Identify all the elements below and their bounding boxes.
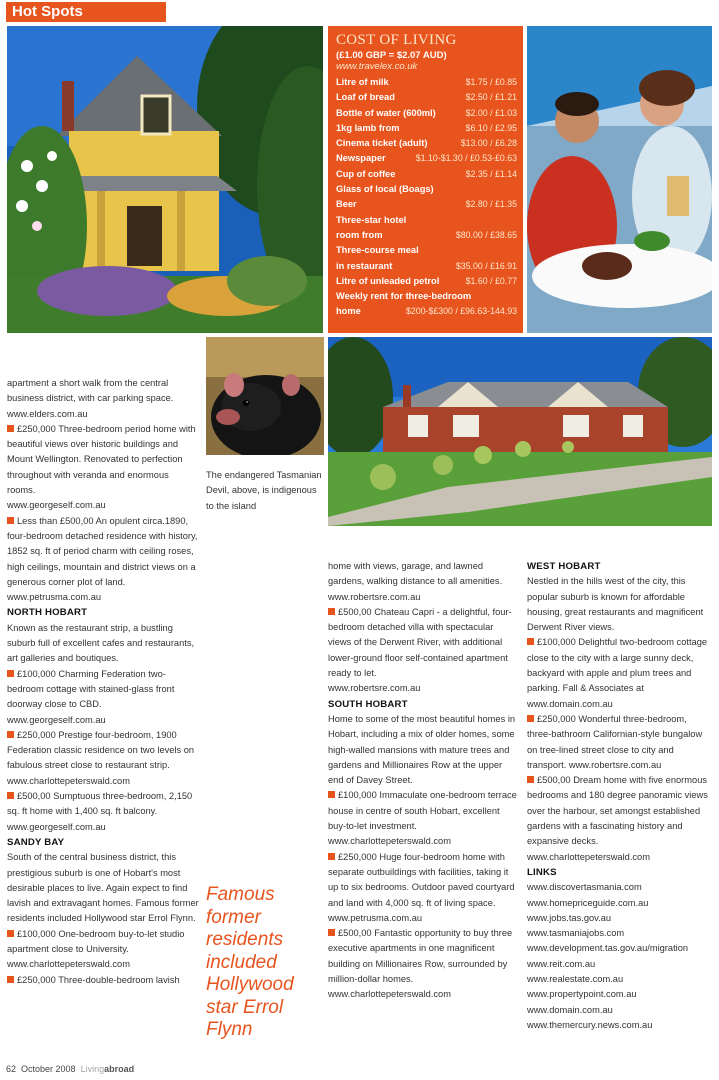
listing-entry (7, 973, 199, 988)
cost-row (336, 75, 517, 90)
cost-row (336, 90, 517, 105)
bullet-square-icon (328, 608, 335, 615)
listing-url[interactable]: www.petrusma.com.au (7, 592, 102, 603)
cost-label: home (336, 306, 361, 317)
issue-date: October 2008 (21, 1064, 76, 1074)
cost-row (336, 213, 517, 244)
cost-value: $1.10-$1.30 / £0.53-£0.63 (415, 153, 517, 164)
listing-url[interactable]: www.charlottepeterswald.com (527, 851, 650, 862)
listing-url[interactable]: www.georgeself.com.au (7, 500, 106, 511)
bullet-square-icon (527, 638, 534, 645)
col2-intro-url[interactable]: www.robertsre.com.au (328, 591, 421, 602)
listing-url[interactable]: www.charlottepeterswald.com (7, 775, 130, 786)
bullet-square-icon (7, 425, 14, 432)
sandy-bay-heading: SANDY BAY (7, 836, 65, 848)
listing-text: Wonderful three-bedroom, three-bathroom Californian-style bungalow on tree-lined street close to city and transport. www.robertsre.com.au (527, 713, 703, 770)
col1-intro: apartment a short walk from the central business district, with car parking space. (7, 378, 174, 404)
cost-label: Litre of unleaded petrol (336, 275, 440, 286)
cost-value: $1.60 / £0.77 (465, 275, 517, 286)
listing-text: Dream home with five enormous bedrooms and 180 degree panoramic views over the harbour, set amongst established gardens with a fascinating history and expansive decks. (527, 775, 708, 847)
listing-entry (527, 712, 713, 773)
link-item[interactable]: www.reit.com.au (527, 958, 596, 969)
col1-intro-url[interactable]: www.elders.com.au (7, 408, 88, 419)
cost-value: $2.00 / £1.03 (465, 107, 517, 118)
cost-row (336, 167, 517, 182)
south-hobart-intro: Home to some of the most beautiful homes in Hobart, including a mix of older homes, some high-walled mansions with mature trees and gardens and Millionaires Row at the upper end of Davey Street. (328, 713, 516, 786)
cost-label: room from (336, 229, 383, 240)
cottage-photo (7, 26, 323, 333)
south-hobart-heading: SOUTH HOBART (328, 698, 408, 710)
cost-value: $200-$£300 / £96.63-144.93 (405, 306, 517, 317)
listing-text: Sumptuous three-bedroom, 2,150 sq. ft home with 1,400 sq. ft balcony. (7, 791, 193, 817)
cost-label: Beer (336, 199, 357, 210)
link-item[interactable]: www.development.tas.gov.au/migration (527, 943, 689, 954)
cost-label: Cup of coffee (336, 168, 396, 179)
col2-listings (328, 605, 518, 697)
cost-row (336, 151, 517, 166)
cost-row (336, 289, 517, 320)
cost-value: $6.10 / £2.95 (465, 122, 517, 133)
cost-row (336, 243, 517, 274)
listing-price: £500,00 (338, 928, 372, 939)
listing-text: Prestige four-bedroom, 1900 Federation classic residence on two levels on fabulous street close to restaurant strip. (7, 729, 195, 771)
listing-price: £250,000 (17, 423, 56, 434)
cost-label: Litre of milk (336, 77, 389, 87)
listing-entry (7, 514, 199, 590)
pull-quote: Famous former residents included Hollywood star Errol Flynn (206, 884, 294, 1040)
listing-text: Delightful two-bedroom cottage close to the city with a large sunny deck, backyard with apple and plum trees and parking. Fall & Associates at (527, 637, 708, 694)
page-footer (6, 1064, 134, 1074)
listing-text: Chateau Capri - a delightful, four-bedroom detached villa with spectacular views of the Derwent River, with additional lower-ground floor self-contained apartment ready to let. (328, 606, 512, 679)
listing-price: £250,000 (17, 974, 56, 985)
cost-value: $2.50 / £1.21 (465, 92, 517, 103)
link-item[interactable]: www.themercury.news.com.au (527, 1019, 653, 1030)
listing-entry (527, 635, 713, 696)
listing-entry (328, 926, 518, 987)
cost-label: Loaf of bread (336, 92, 395, 103)
listing-url[interactable]: www.charlottepeterswald.com (7, 959, 130, 970)
column-3 (527, 559, 713, 1033)
bullet-square-icon (527, 776, 534, 783)
cost-list (336, 75, 517, 320)
cost-label: 1kg lamb from (336, 122, 400, 133)
listing-price: £500,00 (338, 606, 372, 617)
listing-price: Less than £500,00 (17, 515, 94, 526)
listing-entry (7, 728, 199, 774)
links-list (527, 880, 713, 1033)
north-hobart-intro: Known as the restaurant strip, a bustling suburb full of excellent cafes and restaurants, art galleries and boutiques. (7, 622, 195, 664)
col1-listings (7, 422, 199, 606)
cost-label: Weekly rent for three-bedroom (336, 291, 472, 302)
cost-label: Glass of local (Boags) (336, 184, 434, 195)
bullet-square-icon (328, 791, 335, 798)
sandy-bay-listings (7, 927, 199, 988)
listing-entry (7, 667, 199, 713)
listing-text: Immaculate one-bedroom terrace house in centre of south Hobart, excellent buy-to-let investment. (328, 790, 517, 832)
listing-text: Fantastic opportunity to buy three executive apartments in one magnificent building on Millionaires Row, surrounded by million-dollar homes. (328, 928, 513, 985)
travelex-link[interactable]: www.travelex.co.uk (336, 61, 418, 72)
bullet-square-icon (7, 930, 14, 937)
sandy-bay-intro: South of the central business district, this prestigious suburb is one of Hobart's most desirable places to live. Again expect to find lavish and extravagant homes. Famous former residents included Hollywood star Errol Flynn. (7, 852, 199, 924)
listing-text: Charming Federation two-bedroom cottage with stained-glass front doorway close to CBD. (7, 668, 175, 710)
cost-label: Three-course meal (336, 245, 419, 256)
link-item[interactable]: www.homepriceguide.com.au (527, 897, 649, 908)
south-hobart-listings (328, 788, 518, 1002)
cost-value: $13.00 / £6.28 (460, 138, 517, 149)
west-hobart-heading: WEST HOBART (527, 561, 601, 572)
west-hobart-intro: Nestled in the hills west of the city, this popular suburb is known for affordable housing, great restaurants and magnificent Derwent River views. (527, 576, 704, 633)
listing-price: £100,000 (17, 668, 56, 679)
federation-house-photo (328, 337, 712, 526)
listing-price: £100,000 (338, 790, 377, 801)
col2-intro: home with views, garage, and lawned gardens, walking distance to all amenities. (328, 561, 503, 587)
bullet-square-icon (328, 929, 335, 936)
cost-row (336, 106, 517, 121)
link-item[interactable]: www.realestate.com.au (527, 974, 624, 985)
exchange-rate: (£1.00 GBP = $2.07 AUD) (336, 50, 447, 61)
listing-entry (7, 927, 199, 958)
north-hobart-heading: NORTH HOBART (7, 607, 88, 619)
listing-price: £100,000 (17, 928, 56, 939)
cost-row (336, 136, 517, 151)
dining-couple-photo (527, 26, 712, 333)
photo-caption: The endangered Tasmanian Devil, above, is indigenous to the island (206, 470, 322, 511)
cost-label: in restaurant (336, 260, 393, 271)
bullet-square-icon (7, 976, 14, 983)
bullet-square-icon (7, 792, 14, 799)
listing-entry (7, 789, 199, 820)
column-1 (7, 376, 199, 988)
listing-url[interactable]: www.charlottepeterswald.com (328, 989, 451, 1000)
listing-price: £250,000 (537, 713, 576, 724)
tasmanian-devil-photo (206, 337, 324, 455)
magazine-brand-abroad: abroad (104, 1064, 135, 1074)
listing-entry (328, 788, 518, 834)
cost-of-living-title: COST OF LIVING (336, 32, 457, 48)
link-item[interactable]: www.propertypoint.com.au (527, 989, 637, 1000)
listing-text: One-bedroom buy-to-let studio apartment close to University. (7, 928, 185, 954)
listing-url[interactable]: www.georgeself.com.au (7, 821, 106, 832)
bullet-square-icon (7, 670, 14, 677)
listing-url[interactable]: www.georgeself.com.au (7, 714, 106, 725)
column-2 (328, 559, 518, 1003)
listing-price: £250,000 (338, 851, 377, 862)
north-hobart-listings (7, 667, 199, 835)
cost-label: Bottle of water (600ml) (336, 107, 436, 118)
listing-price: £500,00 (17, 791, 51, 802)
bullet-square-icon (527, 715, 534, 722)
link-item[interactable]: www.domain.com.au (527, 1004, 613, 1015)
cost-label: Cinema ticket (adult) (336, 138, 428, 149)
listing-url[interactable]: www.petrusma.com.au (328, 912, 423, 923)
page-number: 62 (6, 1064, 17, 1074)
listing-entry (328, 605, 518, 681)
listing-url[interactable]: www.robertsre.com.au (328, 683, 421, 694)
link-item[interactable]: www.jobs.tas.gov.au (527, 912, 612, 923)
cost-label: Newspaper (336, 153, 386, 164)
listing-entry (328, 850, 518, 911)
listing-text: Three-double-bedroom lavish (55, 974, 180, 985)
link-item[interactable]: www.tasmaniajobs.com (527, 928, 625, 939)
listing-text: Huge four-bedroom home with separate outbuildings with facilities, taking it up to six bedrooms. Outdoor paved courtyard and land with 4,000 sq. ft of living space. (328, 851, 515, 908)
link-item[interactable]: www.discovertasmania.com (527, 882, 642, 893)
bullet-square-icon (328, 853, 335, 860)
cost-row (336, 182, 517, 213)
cost-value: $80.00 / £38.65 (455, 229, 517, 240)
listing-url[interactable]: www.domain.com.au (527, 698, 613, 709)
section-title: Hot Spots (6, 2, 166, 22)
cost-value: $2.80 / £1.35 (465, 199, 517, 210)
listing-price: £100,000 (537, 637, 576, 648)
links-heading: LINKS (527, 866, 557, 878)
magazine-brand-living: Living (80, 1064, 105, 1074)
cost-value: $1.75 / £0.85 (465, 77, 517, 87)
listing-url[interactable]: www.charlottepeterswald.com (328, 836, 451, 847)
bullet-square-icon (7, 517, 14, 524)
bullet-square-icon (7, 731, 14, 738)
listing-text: Three-bedroom period home with beautiful views over historic buildings and Mount Wellington. Renovated to perfection throughout with veranda and enormous rooms. (7, 423, 196, 496)
west-hobart-listings (527, 635, 713, 864)
cost-label: Three-star hotel (336, 214, 407, 225)
listing-entry (7, 422, 199, 498)
listing-text: An opulent circa.1890, four-bedroom detached residence with history, 1852 sq. ft of period charm with ceiling roses, high ceilings, mountain and district views on a generous corner plot of land. (7, 515, 198, 587)
cost-value: $2.35 / £1.14 (465, 168, 517, 179)
listing-price: £250,000 (17, 729, 56, 740)
cost-value: $35.00 / £16.91 (455, 260, 517, 271)
cost-of-living-box (328, 26, 523, 333)
listing-entry (527, 773, 713, 849)
cost-row (336, 274, 517, 289)
cost-row (336, 121, 517, 136)
listing-price: £500,00 (537, 775, 571, 786)
